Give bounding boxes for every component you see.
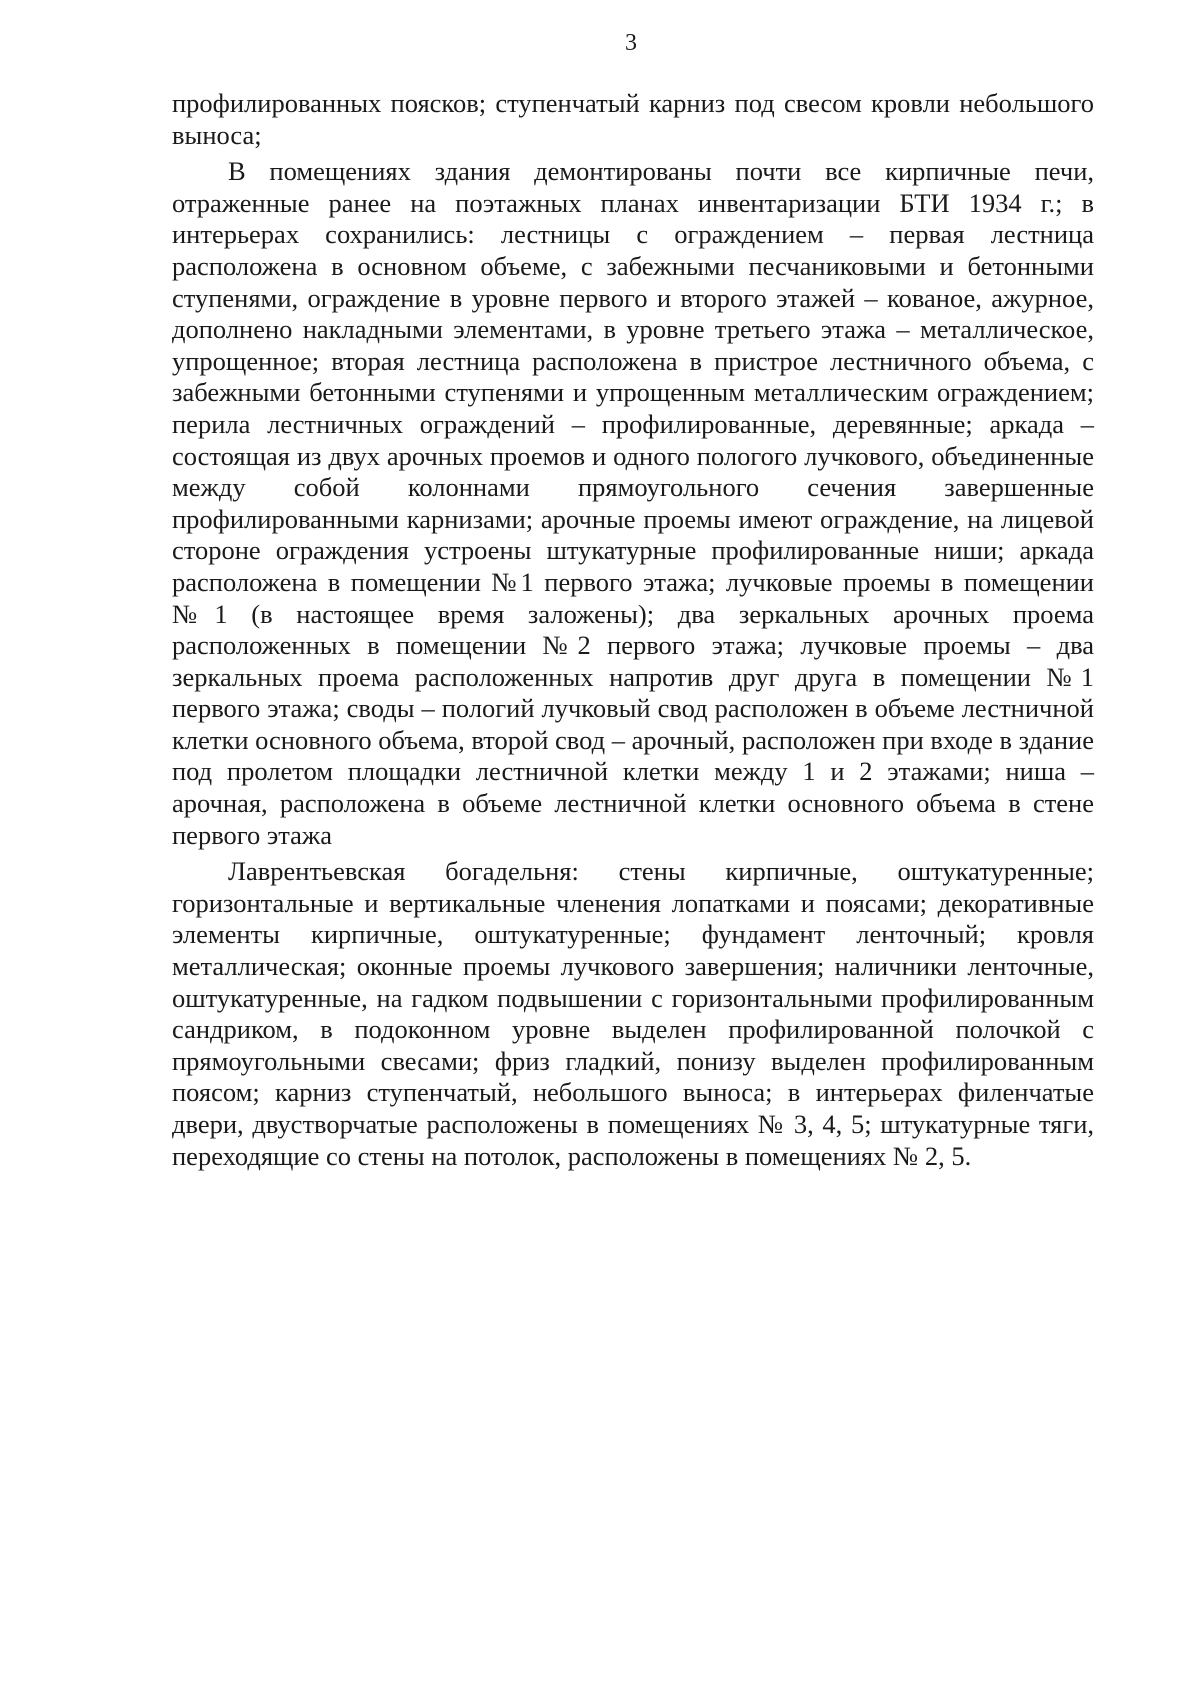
paragraph-continuation: профилированных поясков; ступенчатый карниз под свесом кровли небольшого выноса; [172, 88, 1094, 150]
paragraph-interiors: В помещениях здания демонтированы почти все кирпичные печи, отраженные ранее на поэтажных планах инвентаризации БТИ 1934 г.; в интерьерах сохранились: лестницы с ограждением – первая лестница расположена в основном объеме, с забежными песчаниковыми и бетонными ступенями, ограждение в уровне первого и второго этажей – кованое, ажурное, дополнено накладными элементами, в уровне третьего этажа – металлическое, упрощенное; вторая лестница расположена в пристрое лестничного объема, с забежными бетонными ступенями и упрощенным металлическим ограждением; перила лестничных ограждений – профилированные, деревянные; аркада – состоящая из двух арочных проемов и одного пологого лучкового, объединенные между собой колоннами прямоугольного сечения завершенные профилированными карнизами; арочные проемы имеют ограждение, на лицевой стороне ограждения устроены штукатурные профилированные ниши; аркада расположена в помещении №1 первого этажа; лучковые проемы в помещении №1 (в настоящее время заложены); два зеркальных арочных проема расположенных в помещении №2 первого этажа; лучковые проемы – два зеркальных проема расположенных напротив друг друга в помещении №1 первого этажа; своды – пологий лучковый свод расположен в объеме лестничной клетки основного объема, второй свод – арочный, расположен при входе в здание под пролетом площадки лестничной клетки между 1 и 2 этажами; ниша – арочная, расположена в объеме лестничной клетки основного объема в стене первого этажа [172, 156, 1094, 850]
document-body [172, 88, 1094, 1177]
page-number: 3 [625, 30, 637, 56]
paragraph-almshouse: Лаврентьевская богадельня: стены кирпичные, оштукатуренные; горизонтальные и вертикальные членения лопатками и поясами; декоративные элементы кирпичные, оштукатуренные; фундамент ленточный; кровля металлическая; оконные проемы лучкового завершения; наличники ленточные, оштукатуренные, на гадком подвышении с горизонтальными профилированным сандриком, в подоконном уровне выделен профилированной полочкой с прямоугольными свесами; фриз гладкий, понизу выделен профилированным поясом; карниз ступенчатый, небольшого выноса; в интерьерах филенчатые двери, двустворчатые расположены в помещениях № 3, 4, 5; штукатурные тяги, переходящие со стены на потолок, расположены в помещениях № 2, 5. [172, 856, 1094, 1171]
